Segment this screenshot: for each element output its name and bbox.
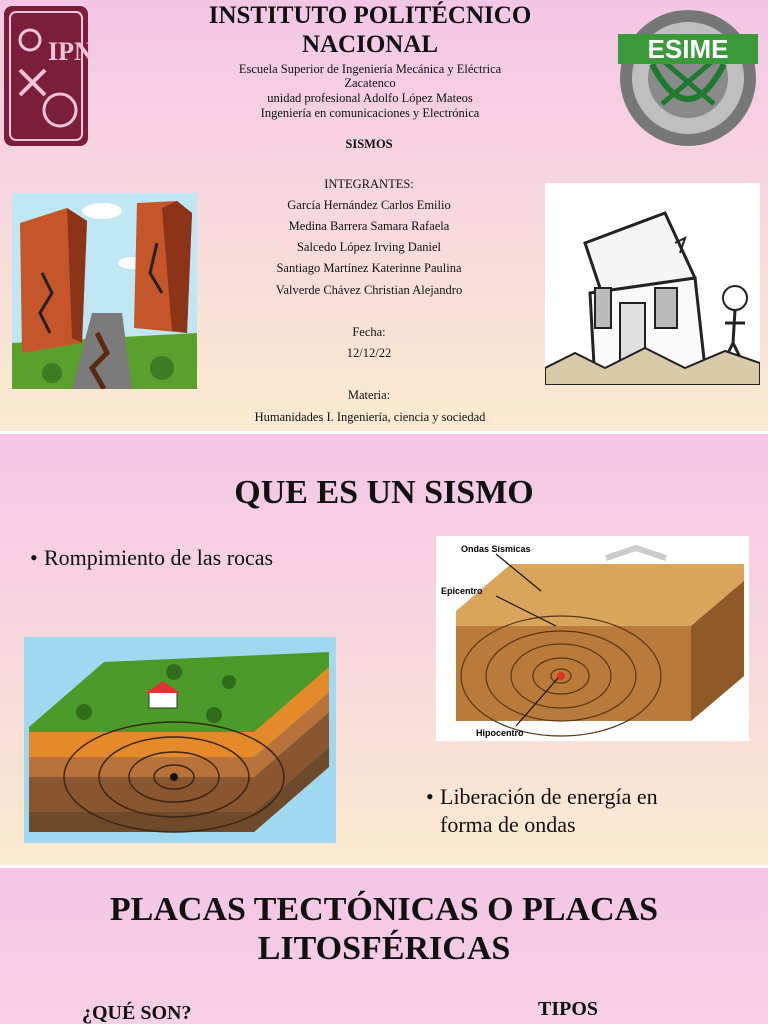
title-line: PLACAS TECTÓNICAS O PLACAS: [109, 891, 659, 928]
seismic-waves-diagram: [436, 536, 749, 741]
falling-house-sketch: [545, 183, 760, 385]
svg-text:ESIME: ESIME: [647, 34, 729, 64]
bullet-continuation: forma de ondas: [440, 812, 576, 837]
svg-text:IPN: IPN: [48, 37, 93, 66]
earth-layers-illustration: [24, 637, 336, 843]
members-label: INTEGRANTES:: [324, 177, 414, 191]
bullet-item: • Liberación de energía en: [426, 784, 658, 809]
slide-title: [40, 890, 728, 968]
esime-logo: [612, 4, 764, 152]
subject-value: Humanidades I. Ingeniería, ciencia y sociedad: [254, 410, 486, 424]
school-line: unidad profesional Adolfo López Mateos: [267, 91, 473, 105]
hypocenter-label: Hipocentro: [476, 728, 524, 738]
date-value: 12/12/22: [346, 346, 392, 360]
school-line: Escuela Superior de Ingeniería Mecánica y Eléctrica: [238, 62, 502, 76]
member-name: Santiago Martínez Katerinne Paulina: [276, 261, 462, 275]
cracked-buildings-illustration: [12, 193, 197, 389]
bullet-item: • Rompimiento de las rocas: [30, 545, 274, 570]
slide-title: QUE ES UN SISMO: [234, 474, 534, 511]
what-are-heading: ¿QUÉ SON?: [82, 1002, 192, 1024]
member-name: García Hernández Carlos Emilio: [287, 198, 451, 212]
tectonic-plates-slide: [0, 868, 768, 1024]
school-line: Ingeniería en comunicaciones y Electrónica: [260, 106, 480, 120]
member-name: Medina Barrera Samara Rafaela: [288, 219, 450, 233]
school-line: Zacatenco: [344, 76, 396, 90]
types-heading: TIPOS: [538, 998, 599, 1020]
title-slide: [0, 0, 768, 431]
earthquake-definition-slide: [0, 434, 768, 865]
member-name: Valverde Chávez Christian Alejandro: [275, 283, 463, 297]
member-name: Salcedo López Irving Daniel: [296, 240, 442, 254]
institution-title: INSTITUTO POLITÉCNICO NACIONAL: [208, 2, 532, 58]
date-label: Fecha:: [352, 325, 386, 339]
waves-label: Ondas Sísmicas: [461, 544, 531, 554]
epicenter-label: Epicentro: [441, 586, 483, 596]
topic-title: SISMOS: [345, 137, 393, 151]
bullet-icon: •: [426, 784, 434, 809]
bullet-icon: •: [30, 545, 38, 570]
ipn-logo: [0, 0, 98, 156]
subject-label: Materia:: [347, 388, 391, 402]
title-line: LITOSFÉRICAS: [257, 930, 511, 967]
